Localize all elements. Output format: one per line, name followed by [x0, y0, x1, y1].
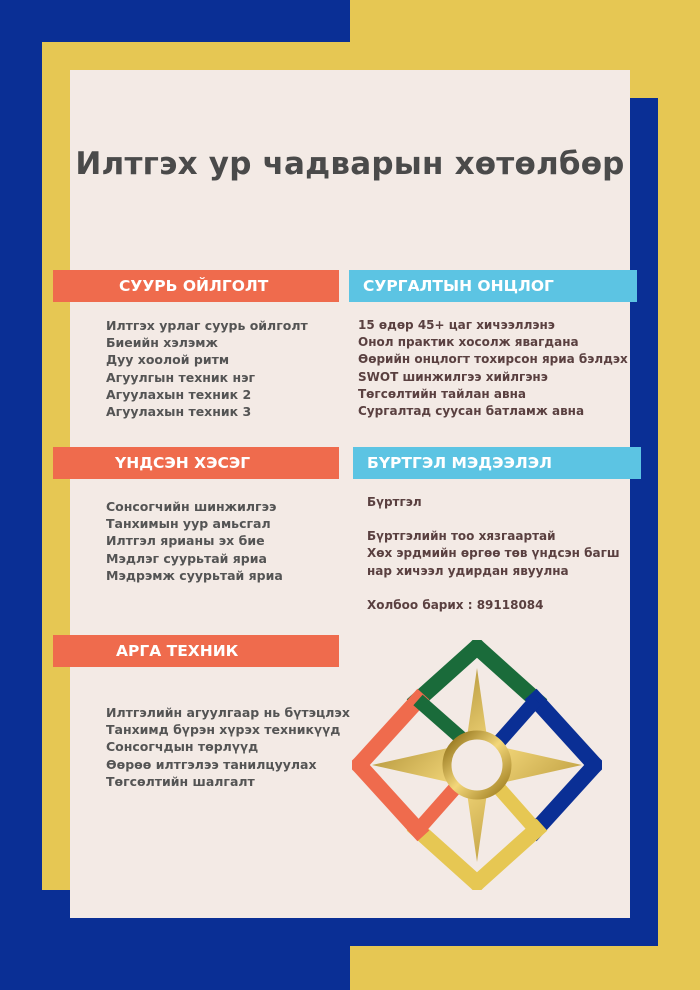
- methods-heading: АРГА ТЕХНИК: [53, 635, 339, 667]
- diamond-knot-logo: [352, 640, 602, 890]
- list-item: Илтгэл ярианы эх бие: [106, 533, 265, 549]
- logo-green-edge: [477, 647, 536, 700]
- registration-heading: БҮРТГЭЛ МЭДЭЭЛЭЛ: [353, 447, 641, 479]
- logo-yellow-edge: [477, 830, 536, 883]
- list-item: Агуулахын техник 2: [106, 386, 252, 402]
- page-title: Илтгэх ур чадварын хөтөлбөр: [75, 146, 625, 182]
- logo-blue-edge: [536, 765, 595, 830]
- registration-info: [367, 494, 620, 614]
- list-item: Төгсөлтийн шалгалт: [106, 773, 255, 789]
- contact-info: Холбоо барих : 89118084: [367, 597, 544, 612]
- main-list: [106, 498, 283, 584]
- list-item: Илтгэх урлаг суурь ойлголт: [106, 318, 308, 333]
- features-heading: СУРГАЛТЫН ОНЦЛОГ: [349, 270, 637, 302]
- list-item: Мэдрэмж суурьтай яриа: [106, 567, 283, 583]
- list-item: Өөрөө илтгэлээ танилцуулах: [106, 756, 317, 772]
- registration-line: Хөх эрдмийн өргөө төв үндсэн багш: [367, 546, 620, 561]
- list-item: Мэдлэг суурьтай яриа: [106, 550, 267, 566]
- list-item: Онол практик хосолж явагдана: [358, 335, 579, 350]
- basics-list: [106, 317, 308, 420]
- list-item: Танхимд бүрэн хүрэх техникүүд: [106, 722, 341, 738]
- logo-orange-edge: [359, 700, 418, 765]
- list-item: Дуу хоолой ритм: [106, 352, 230, 368]
- list-item: Биеийн хэлэмж: [106, 335, 218, 351]
- main-heading: ҮНДСЭН ХЭСЭГ: [53, 447, 339, 479]
- registration-line: Бүртгэлийн тоо хязгаартай: [367, 529, 556, 544]
- registration-label: Бүртгэл: [367, 495, 422, 509]
- list-item: Танхимын уур амьсгал: [106, 516, 271, 532]
- basics-heading: СУУРЬ ОЙЛГОЛТ: [53, 270, 339, 302]
- logo-blue-edge: [536, 700, 595, 765]
- list-item: Илтгэлийн агуулгаар нь бүтэцлэх: [106, 705, 350, 720]
- methods-list: [106, 704, 350, 790]
- list-item: Өөрийн онцлогт тохирсон яриа бэлдэх: [358, 352, 628, 367]
- list-item: Сонсогчийн шинжилгээ: [106, 499, 277, 514]
- list-item: 15 өдөр 45+ цаг хичээллэнэ: [358, 318, 555, 332]
- registration-line: нар хичээл удирдан явуулна: [367, 563, 569, 578]
- list-item: Төгсөлтийн тайлан авна: [358, 386, 526, 401]
- logo-gold-ring: [447, 735, 507, 795]
- list-item: Сонсогчдын төрлүүд: [106, 739, 259, 755]
- list-item: Агуулгын техник нэг: [106, 369, 256, 385]
- list-item: SWOT шинжилгээ хийлгэнэ: [358, 369, 548, 384]
- logo-orange-edge: [359, 765, 418, 830]
- list-item: Сургалтад суусан батламж авна: [358, 404, 585, 419]
- logo-green-edge: [418, 647, 477, 700]
- logo-yellow-edge: [418, 830, 477, 883]
- list-item: Агуулахын техник 3: [106, 404, 252, 420]
- bottom-yellow-strip: [350, 946, 700, 990]
- features-list: [358, 317, 628, 420]
